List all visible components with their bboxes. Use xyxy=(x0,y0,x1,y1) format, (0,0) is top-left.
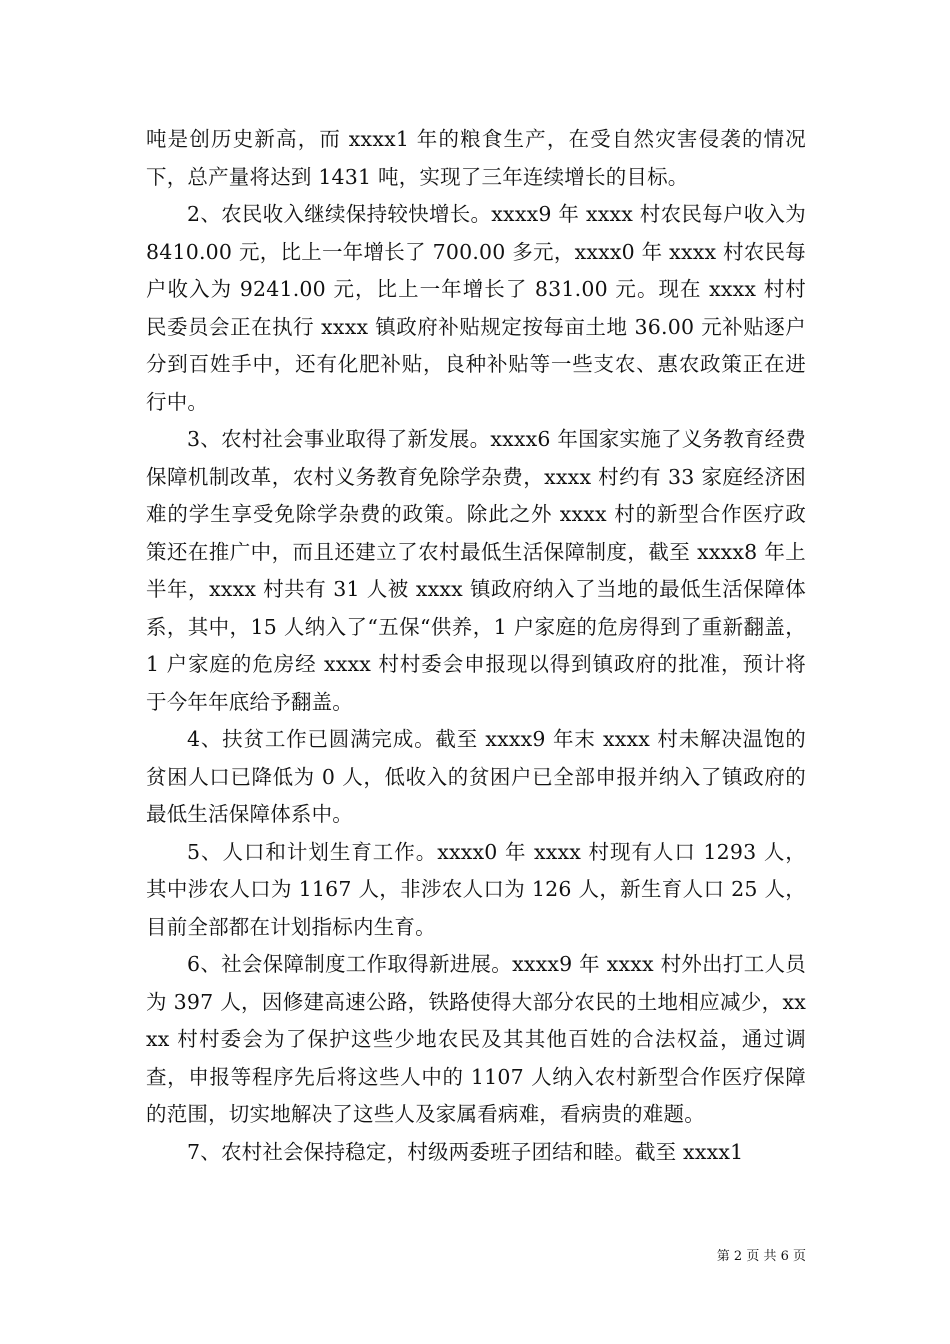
paragraph-7: 7、农村社会保持稳定，村级两委班子团结和睦。截至 xxxx1 xyxy=(187,1139,744,1164)
paragraph-1: 吨是创历史新高，而 xxxx1 年的粮食生产，在受自然灾害侵袭的情况下，总产量将达到 1431 吨，实现了三年连续增长的目标。 xyxy=(146,127,806,189)
paragraph-2: 2、农民收入继续保持较快增长。xxxx9 年 xxxx 村农民每户收入为 8410.00 元，比上一年增长了 700.00 多元，xxxx0 年 xxxx 村农民每户收入为 9241.00 元，比上一年增长了 831.00 元。现在 xxxx 村村民委员会正在执行 xxxx 镇政府补贴规定按每亩土地 36.00 元补贴逐户分到百姓手中，还有化肥补贴，良种补贴等一些支农、惠农政策正在进行中。 xyxy=(146,202,806,414)
paragraph-3: 3、农村社会事业取得了新发展。xxxx6 年国家实施了义务教育经费保障机制改革，农村义务教育免除学杂费，xxxx 村约有 33 家庭经济困难的学生享受免除学杂费的政策。除此之外 xxxx 村的新型合作医疗政策还在推广中，而且还建立了农村最低生活保障制度，截至 xxxx8 年上半年，xxxx 村共有 31 人被 xxxx 镇政府纳入了当地的最低生活保障体系，其中，15 人纳入了“五保“供养，1 户家庭的危房得到了重新翻盖，1 户家庭的危房经 xxxx 村村委会申报现以得到镇政府的批准，预计将于今年年底给予翻盖。 xyxy=(146,427,806,714)
paragraph-6: 6、社会保障制度工作取得新进展。xxxx9 年 xxxx 村外出打工人员为 397 人，因修建高速公路，铁路使得大部分农民的土地相应减少，xxxx 村村委会为了保护这些少地农民及其其他百姓的合法权益，通过调查，申报等程序先后将这些人中的 1107 人纳入农村新型合作医疗保障的范围，切实地解决了这些人及家属看病难，看病贵的难题。 xyxy=(146,952,806,1126)
paragraph-4: 4、扶贫工作已圆满完成。截至 xxxx9 年末 xxxx 村未解决温饱的贫困人口已降低为 0 人，低收入的贫困户已全部申报并纳入了镇政府的最低生活保障体系中。 xyxy=(146,727,806,826)
page-number-footer: 第 2 页 共 6 页 xyxy=(716,1249,806,1264)
paragraph-5: 5、人口和计划生育工作。xxxx0 年 xxxx 村现有人口 1293 人，其中涉农人口为 1167 人，非涉农人口为 126 人，新生育人口 25 人，目前全部都在计划指标内生育。 xyxy=(146,839,806,939)
document-body xyxy=(146,121,806,1171)
